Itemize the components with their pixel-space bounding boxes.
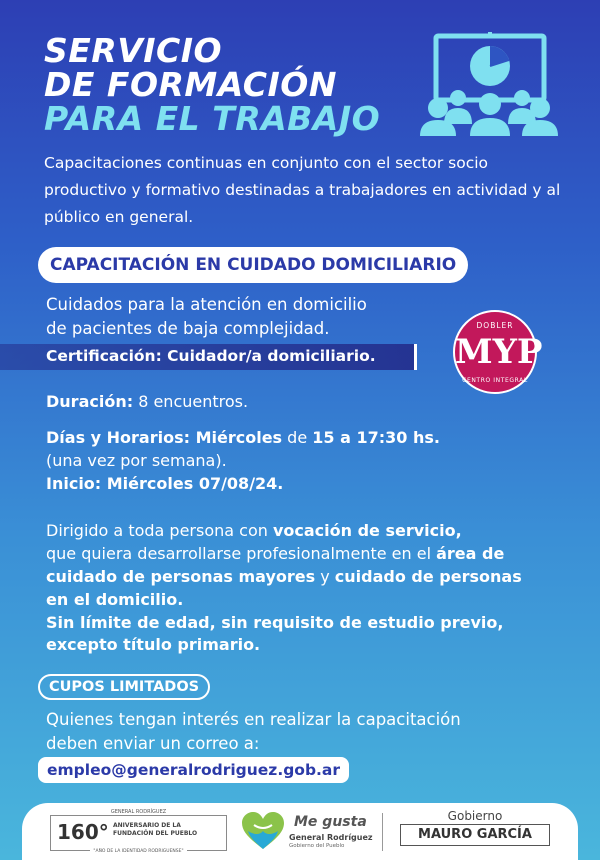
audience-text-c: que quiera desarrollarse profesionalmente en el [46, 544, 437, 563]
description-line-1: Cuidados para la atención en domicilio [46, 295, 367, 314]
course-title-badge [38, 247, 468, 283]
anniversary-badge [50, 809, 227, 854]
duration-value: 8 encuentros. [133, 392, 249, 411]
schedule-time: 15 a 17:30 hs. [312, 428, 440, 447]
schedule-label: Días y Horarios: Miércoles [46, 428, 283, 447]
schedule-mid: de [282, 428, 313, 447]
government-label: Gobierno [447, 809, 503, 823]
course-title: CAPACITACIÓN EN CUIDADO DOMICILIARIO [50, 255, 457, 275]
heart-logo-icon [240, 811, 286, 851]
anniversary-text: ANIVERSARIO DE LA FUNDACIÓN DEL PUEBLO [113, 822, 198, 837]
title-line-2: DE FORMACIÓN [44, 65, 337, 104]
audience-paragraph [46, 519, 546, 611]
contact-email-text[interactable]: empleo@generalrodriguez.gob.ar [47, 761, 341, 779]
intro-text: Capacitaciones continuas en conjunto con el sector socio productivo y formativo destinadas a trabajadores en actividad y al público en general. [44, 154, 561, 226]
instructions-line-1: Quienes tengan interés en realizar la capacitación [46, 710, 461, 729]
brand-name: General Rodríguez [289, 833, 373, 842]
instructions-line-2: deben enviar un correo a: [46, 734, 260, 753]
start-date: Inicio: Miércoles 07/08/24. [46, 474, 284, 493]
course-description [46, 293, 426, 341]
logo-letters: MYP [455, 332, 543, 372]
contact-email[interactable] [38, 757, 349, 783]
presentation-audience-icon [418, 32, 558, 140]
footer-bar [22, 803, 578, 860]
audience-text-f: cuidado de personas en el domicilio. [46, 567, 522, 609]
anniversary-number: 160° [57, 820, 109, 844]
government-name: MAURO GARCÍA [400, 824, 550, 846]
anniversary-bottom-text: "AÑO DE LA IDENTIDAD RODRIGUENSE" [90, 849, 186, 854]
schedule [46, 426, 440, 449]
logo-bottom-text: CENTRO INTEGRAL [462, 377, 528, 384]
duration-label: Duración: [46, 392, 134, 411]
description-line-2: de pacientes de baja complejidad. [46, 319, 330, 338]
certification-text: Certificación: Cuidador/a domiciliario. [46, 347, 376, 365]
duration [46, 390, 248, 413]
anniversary-top-text: GENERAL RODRÍGUEZ [108, 809, 169, 815]
brand-slogan: Me gusta [294, 814, 367, 830]
footer-divider [382, 813, 383, 851]
audience-text-d: área de cuidado de personas mayores [46, 544, 505, 586]
audience-text-b: vocación de servicio, [272, 521, 462, 540]
limited-spots-badge [38, 674, 210, 700]
audience-text-a: Dirigido a toda persona con [46, 521, 273, 540]
title-line-3: PARA EL TRABAJO [44, 99, 381, 138]
limited-spots-label: CUPOS LIMITADOS [49, 679, 200, 695]
contact-instructions [46, 708, 566, 756]
partner-logo [453, 310, 543, 394]
requirements-text: Sin límite de edad, sin requisito de estudio previo, excepto título primario. [46, 613, 504, 654]
audience-text-e: y [315, 567, 335, 586]
brand-subtitle: Gobierno del Pueblo [289, 843, 345, 849]
schedule-note: (una vez por semana). [46, 451, 227, 470]
logo-top-text: DOBLER [476, 321, 514, 330]
title-line-1: SERVICIO [44, 31, 223, 70]
